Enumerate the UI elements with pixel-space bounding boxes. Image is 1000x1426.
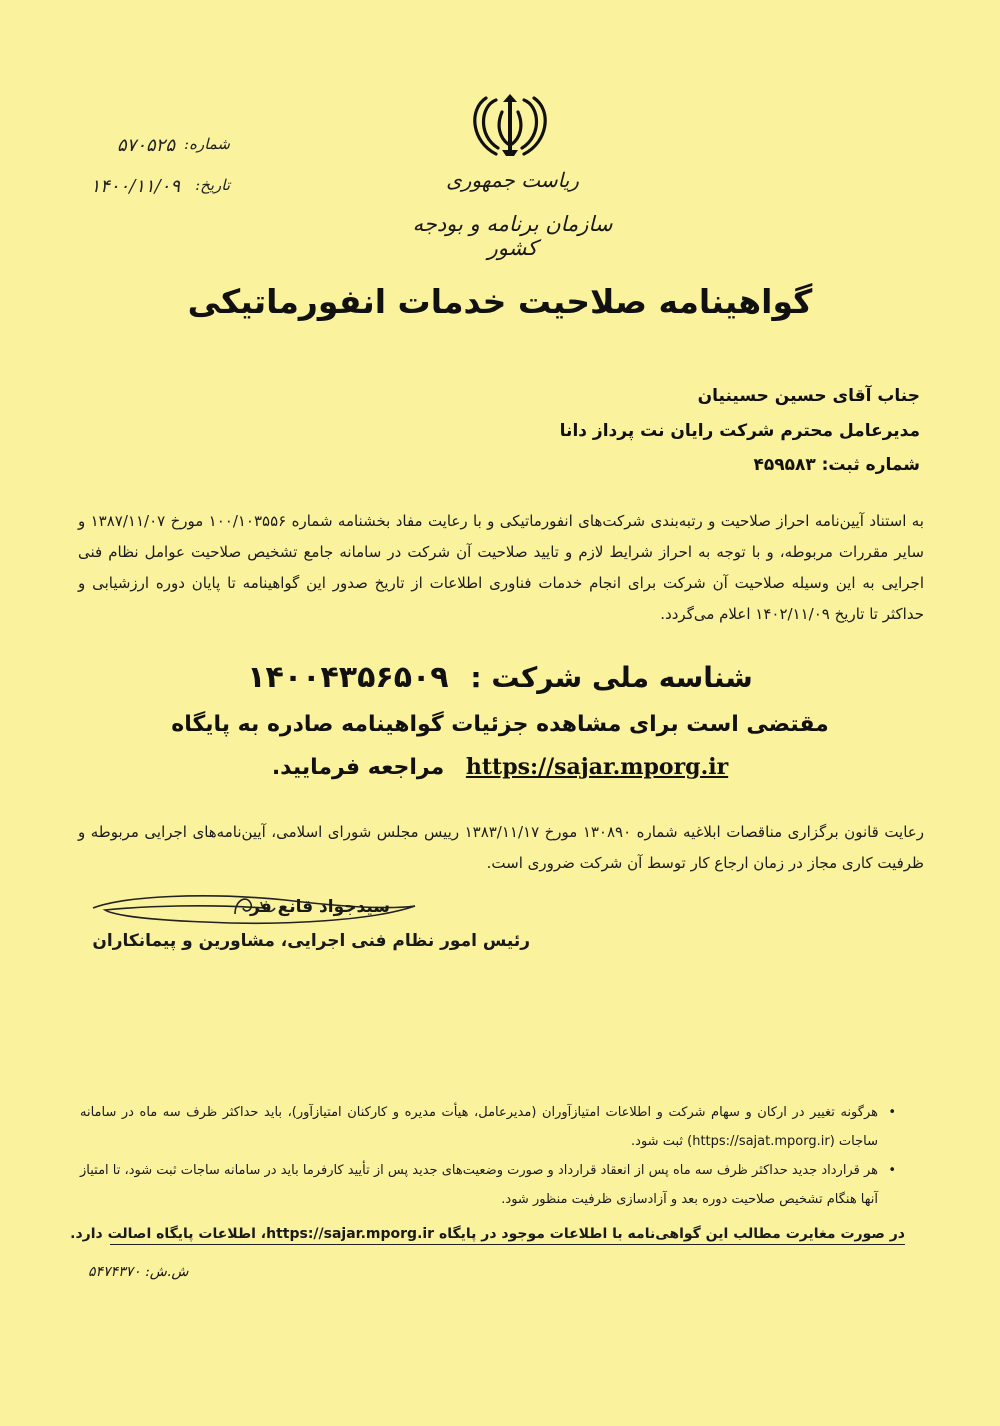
letter-number [90,135,230,161]
letter-date [90,176,230,202]
footer-code: ش.ش: ۵۴۷۴۳۷۰ [88,1264,189,1280]
list-item [80,1098,900,1156]
national-id [200,660,800,695]
addressee-name: جناب آقای حسین حسینیان [697,386,920,406]
signer-name: سیدجواد قانع فر [250,897,390,917]
bullet-icon: • [888,1105,896,1120]
portal-instruction: مقتضی است برای مشاهده جزئیات گواهینامه صادره به پایگاه [171,712,829,737]
addressee-position: مدیرعامل محترم شرکت رایان نت پرداز دانا [559,421,920,441]
page-title: گواهینامه صلاحیت خدمات انفورماتیکی [187,282,813,321]
iran-emblem-icon [472,92,548,158]
certificate-body: به استناد آیین‌نامه احراز صلاحیت و رتبه‌بندی شرکت‌های انفورماتیکی و با رعایت مفاد بخشنامه شماره ۱۰۰/۱۰۳۵۵۶ مورخ ۱۳۸۷/۱۱/۰۷ و سایر مقررات مربوطه، و با توجه به احراز شرایط لازم و تایید صلاحیت آن شرکت در سامانه جامع تشخیص صلاحیت عوامل نظام فنی اجرایی به این وسیله صلاحیت آن شرکت برای انجام خدمات فناوری اطلاعات از تاریخ صدور این گواهینامه تا پایان دوره ارزشیابی و حداکثر تا تاریخ ۱۴۰۲/۱۱/۰۹ اعلام می‌گردد. [78,512,924,623]
letter-date-label: تاریخ: [195,176,230,194]
bullet-icon: • [888,1163,896,1178]
compliance-note: رعایت قانون برگزاری مناقصات ابلاغیه شماره ۱۳۰۸۹۰ مورخ ۱۳۸۳/۱۱/۱۷ رییس مجلس شورای اسلامی، آیین‌نامه‌های اجرایی مربوطه و ظرفیت کاری مجاز در زمان ارجاع کار توسط آن شرکت ضروری است. [78,823,925,872]
letter-number-label: شماره: [184,135,230,153]
note-text: هرگونه تغییر در ارکان و سهام شرکت و اطلاعات امتیازآوران (مدیرعامل، هیأت مدیره و کارکنان امتیازآور)، باید حداکثر ظرف سه ماه در سامانه ساجات (https://sajat.mporg.ir) ثبت شود. [80,1105,878,1149]
portal-link-line [200,754,800,780]
national-id-value: ۱۴۰۰۴۳۵۶۵۰۹ [247,660,449,695]
notes-list [80,1098,900,1214]
signer-title: رئیس امور نظام فنی اجرایی، مشاورین و پیمانکاران [92,931,530,951]
letter-date-value: ۱۴۰۰/۱۱/۰۹ [90,176,180,197]
org-presidency: ریاست جمهوری [446,168,579,192]
portal-link[interactable]: https://sajar.mporg.ir [465,754,729,780]
portal-link-suffix: مراجعه فرمایید. [271,755,445,780]
letter-number-value: ۵۷۰۵۲۵ [116,135,175,156]
authenticity-notice: در صورت مغایرت مطالب این گواهی‌نامه با اطلاعات موجود در پایگاه https://sajar.mporg.ir، اطلاعات پایگاه اصالت دارد. [110,1226,905,1245]
national-id-label: شناسه ملی شرکت : [470,661,753,694]
note-text: هر قرارداد جدید حداکثر ظرف سه ماه پس از انعقاد قرارداد و صورت وضعیت‌های جدید پس از تأیید کارفرما باید در سامانه ساجات ثبت شود، تا امتیاز آنها هنگام تشخیص صلاحیت دوره بعد و آزادسازی ظرفیت منظور شود. [80,1163,878,1207]
registration-number: شماره ثبت: ۴۵۹۵۸۳ [753,455,920,475]
org-plan-budget: سازمان برنامه و بودجه کشور [412,212,613,260]
list-item [80,1156,900,1214]
